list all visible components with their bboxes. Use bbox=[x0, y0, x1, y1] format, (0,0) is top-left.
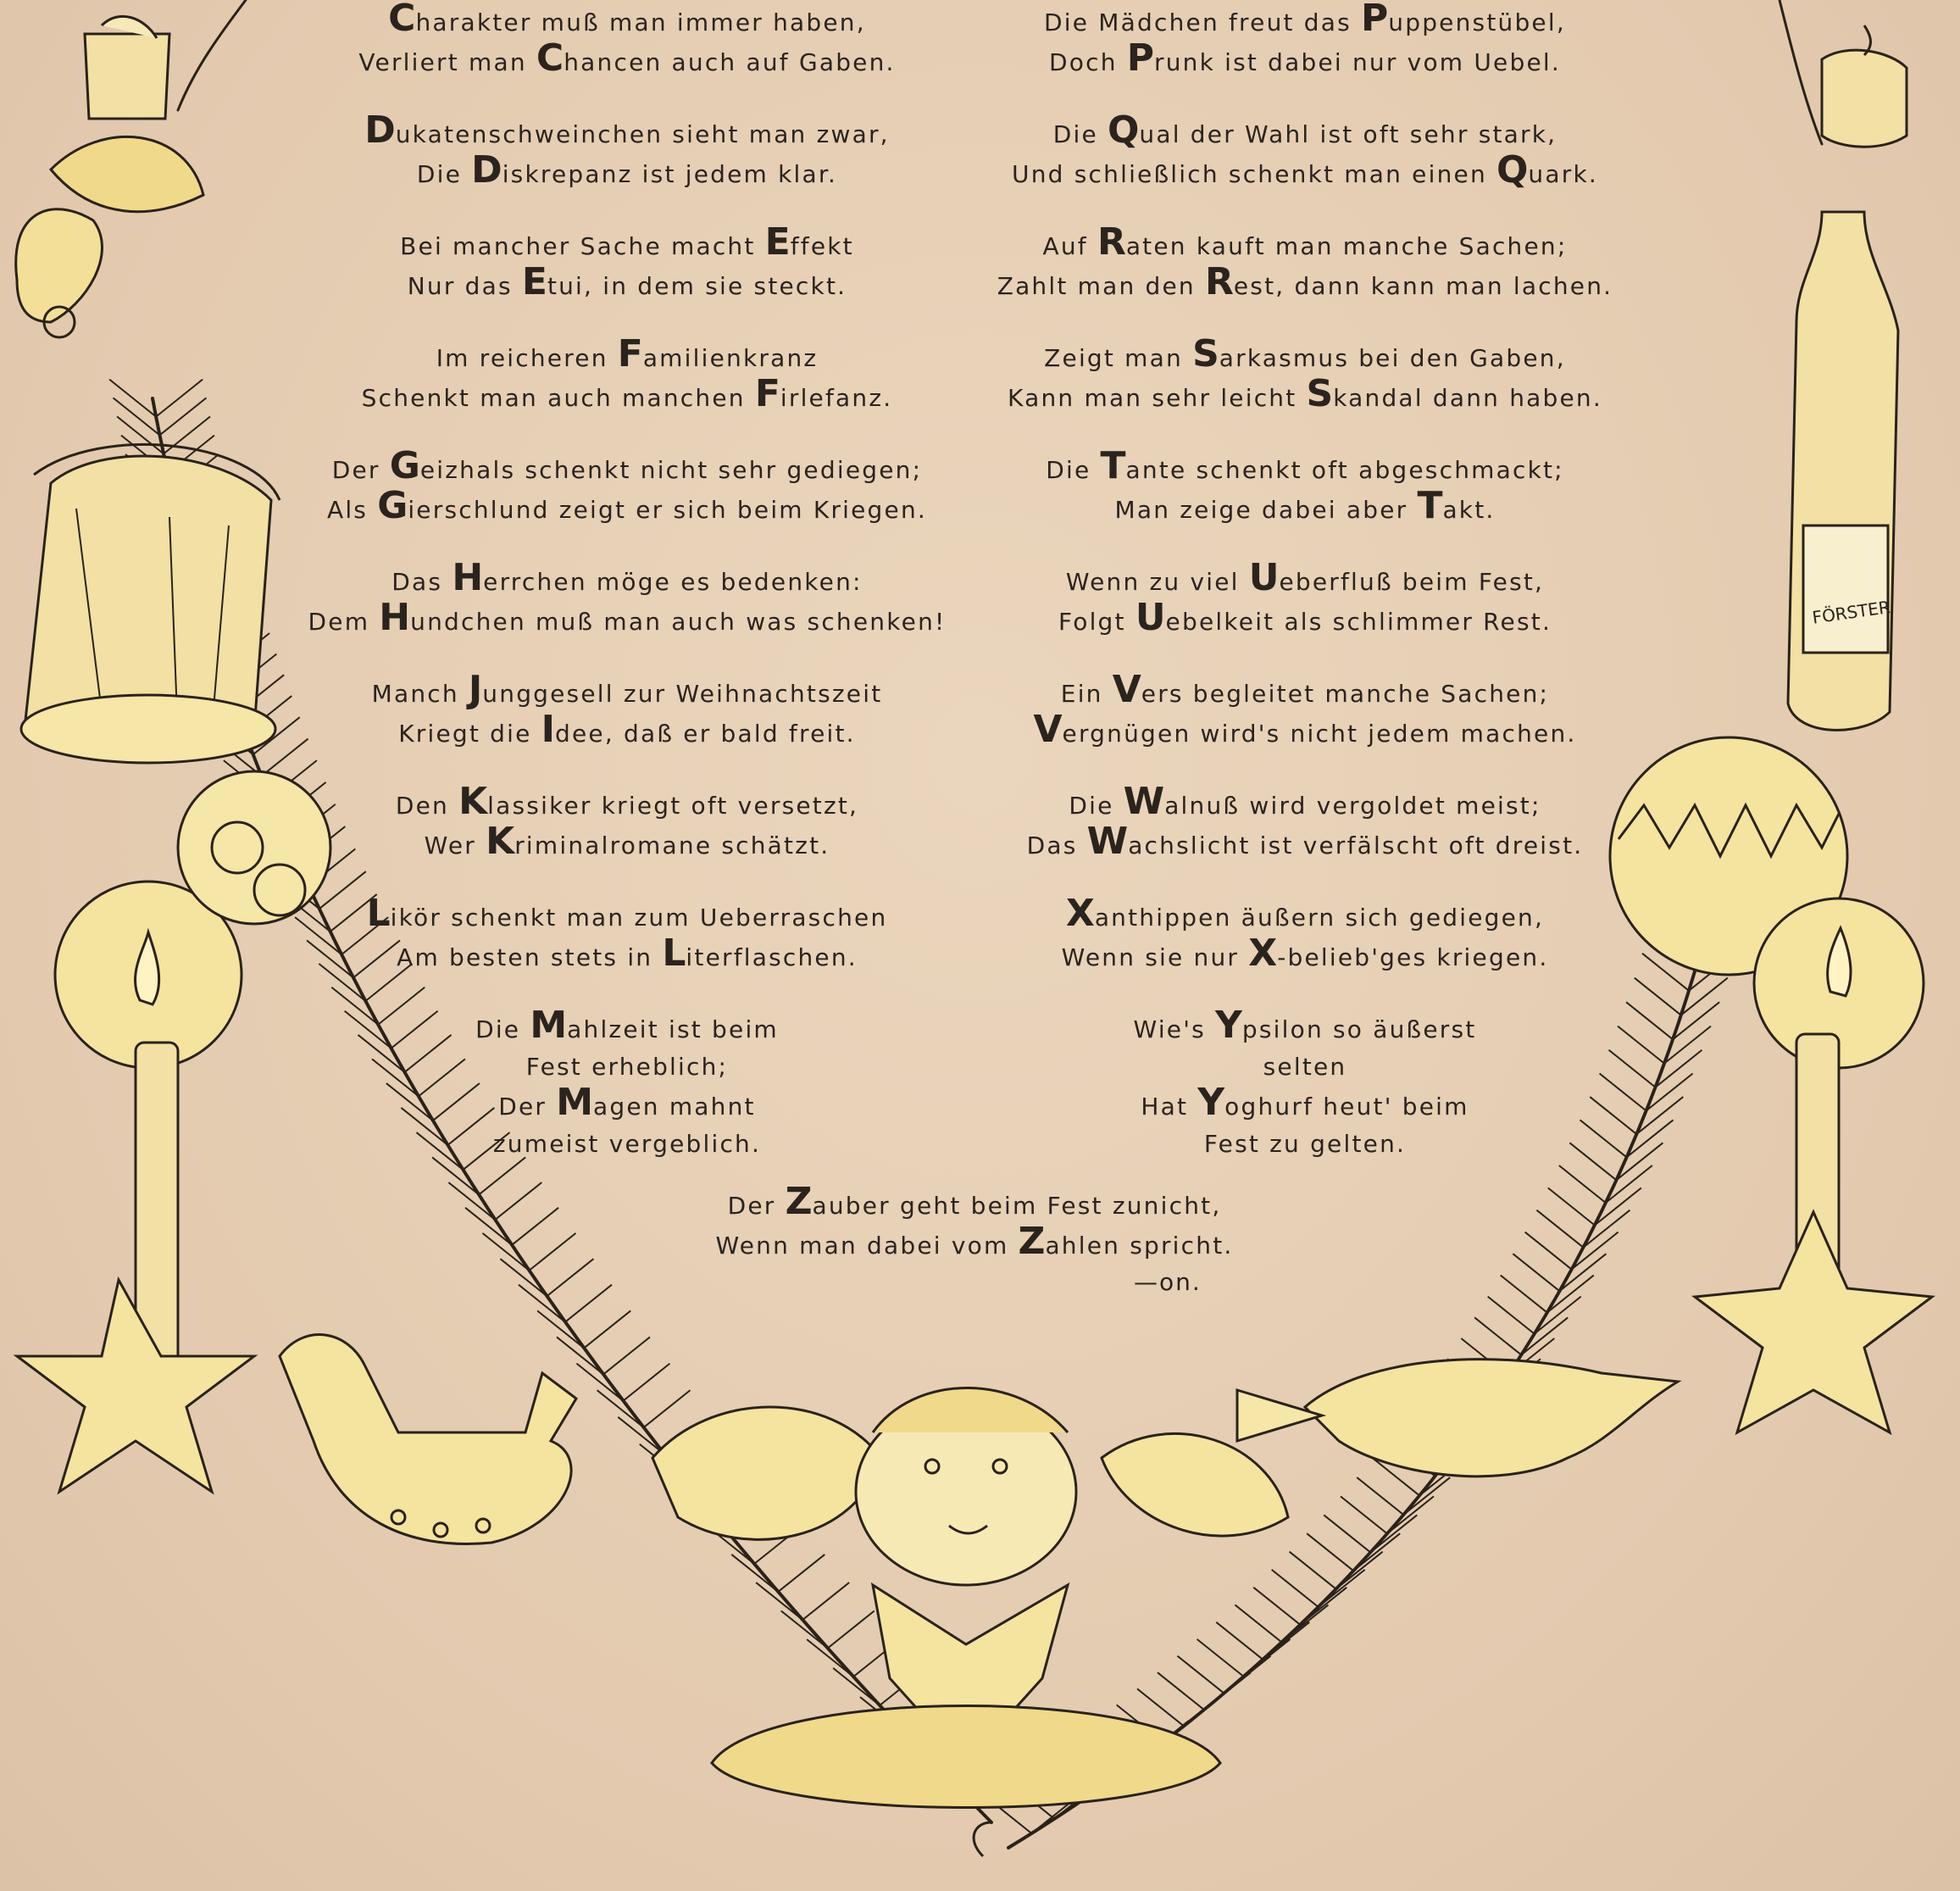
verse-line bbox=[983, 220, 1627, 265]
verse-text: Die Mädchen freut das bbox=[1044, 8, 1362, 36]
verse-line bbox=[305, 780, 949, 825]
verse-line bbox=[305, 372, 949, 417]
candle-holder-left bbox=[55, 882, 242, 1365]
fir-needle bbox=[465, 1208, 512, 1245]
verse-text: Kriegt die bbox=[398, 720, 541, 748]
fir-needle bbox=[1235, 1605, 1281, 1642]
verse-text: ikör schenkt man zum Ueberraschen bbox=[390, 904, 888, 932]
verse-text: iskrepanz ist jedem klar. bbox=[502, 160, 838, 188]
initial-letter: M bbox=[556, 1081, 594, 1124]
verse-line bbox=[983, 596, 1627, 641]
fir-needle bbox=[1253, 1588, 1300, 1625]
initial-letter: P bbox=[1126, 36, 1154, 80]
fir-needle bbox=[1513, 1254, 1559, 1291]
verse bbox=[983, 780, 1627, 865]
verse bbox=[983, 892, 1627, 976]
initial-letter: C bbox=[388, 0, 416, 40]
verse-text: unggesell zur Weihnachtszeit bbox=[482, 680, 883, 708]
initial-letter: X bbox=[1065, 892, 1095, 935]
initial-letter: J bbox=[468, 668, 483, 711]
initial-letter: T bbox=[1100, 444, 1126, 487]
verse-line bbox=[1123, 1081, 1487, 1163]
verse bbox=[983, 2, 1627, 81]
verse-text: Die bbox=[1052, 120, 1108, 148]
initial-letter: D bbox=[471, 148, 502, 192]
initial-letter: E bbox=[521, 260, 547, 303]
verse-line bbox=[305, 260, 949, 305]
initial-letter: W bbox=[1123, 780, 1165, 823]
fir-needle bbox=[262, 739, 308, 776]
initial-letter: S bbox=[1306, 372, 1334, 415]
verse-text: achslicht ist verfälscht oft dreist. bbox=[1128, 831, 1584, 859]
verse bbox=[305, 108, 949, 193]
verse-line bbox=[983, 260, 1627, 305]
verse bbox=[983, 668, 1627, 753]
verse-text: hancen auch auf Gaben. bbox=[564, 48, 896, 76]
initial-letter: C bbox=[536, 36, 564, 80]
fir-needle bbox=[1158, 1672, 1204, 1710]
verse-text: agen mahnt zumeist vergeblich. bbox=[492, 1093, 762, 1158]
fir-needle bbox=[1501, 1276, 1547, 1313]
verse bbox=[305, 892, 949, 976]
verse-line bbox=[305, 668, 949, 713]
verse-line bbox=[305, 108, 949, 153]
verse-text: Der bbox=[498, 1093, 557, 1121]
finale-text: Wenn man dabei vom bbox=[715, 1232, 1019, 1260]
angel-icon bbox=[652, 1388, 1288, 1857]
verse-line bbox=[983, 484, 1627, 529]
fir-needle bbox=[778, 1555, 825, 1592]
verse-line bbox=[305, 36, 949, 81]
verse-line bbox=[983, 780, 1627, 825]
bottle-label: FÖRSTER bbox=[1811, 597, 1892, 628]
fir-needle bbox=[1403, 1477, 1450, 1515]
verse-line bbox=[983, 148, 1627, 193]
fir-needle bbox=[802, 1582, 849, 1620]
verse-text: Dem bbox=[308, 608, 380, 636]
initial-letter: Z bbox=[785, 1180, 813, 1223]
verse-line bbox=[983, 668, 1627, 713]
fir-needle bbox=[1300, 1588, 1346, 1625]
fir-needle bbox=[1216, 1622, 1263, 1660]
fir-needle bbox=[1353, 1533, 1400, 1571]
initial-letter: L bbox=[366, 892, 391, 935]
verse-text: ierschlund zeigt er sich beim Kriegen. bbox=[408, 496, 928, 524]
verse-line bbox=[305, 932, 949, 976]
fir-needle bbox=[479, 1157, 525, 1194]
verse-text: alnuß wird vergoldet meist; bbox=[1164, 792, 1541, 820]
initial-letter: X bbox=[1248, 932, 1278, 975]
initial-letter: R bbox=[1204, 260, 1234, 303]
verse-text: psilon so äußerst selten bbox=[1241, 1015, 1477, 1081]
verse-text: Man zeige dabei aber bbox=[1114, 496, 1418, 524]
fir-needle bbox=[1307, 1533, 1353, 1571]
initial-letter: P bbox=[1361, 0, 1389, 40]
verse bbox=[983, 556, 1627, 641]
finale-line-1 bbox=[727, 1180, 1222, 1223]
verse-text: uark. bbox=[1528, 160, 1598, 188]
shell-ornament-icon bbox=[16, 136, 203, 337]
verse-line bbox=[305, 596, 949, 641]
verse-text: Wie's bbox=[1133, 1015, 1216, 1043]
verse-text: oghurf heut' beim Fest zu gelten. bbox=[1203, 1093, 1469, 1158]
verse-text: kandal dann haben. bbox=[1333, 384, 1602, 412]
verse bbox=[983, 1004, 1627, 1163]
verse-text: -belieb'ges kriegen. bbox=[1277, 943, 1549, 971]
verse-text: est, dann kann man lachen. bbox=[1233, 272, 1613, 300]
fir-needle bbox=[584, 1310, 630, 1348]
verse-text: ffekt bbox=[790, 232, 854, 260]
initial-letter: H bbox=[379, 596, 411, 639]
verse-text: Und schließlich schenkt man einen bbox=[1012, 160, 1497, 188]
verse-text: Den bbox=[395, 792, 459, 820]
initial-letter: G bbox=[389, 444, 420, 487]
verse-text: Bei mancher Sache macht bbox=[400, 232, 765, 260]
verse-text: undchen muß man auch was schenken! bbox=[410, 608, 947, 636]
fir-needle bbox=[1488, 1297, 1535, 1334]
string-right bbox=[1780, 0, 1822, 144]
fir-needle bbox=[781, 1610, 828, 1648]
initial-letter: Y bbox=[1197, 1081, 1225, 1124]
initial-letter: T bbox=[1417, 484, 1443, 527]
verse-line bbox=[305, 892, 949, 937]
verse-line bbox=[305, 332, 949, 377]
verse bbox=[305, 444, 949, 529]
verse-text: amilienkranz bbox=[642, 344, 819, 372]
verse-text: aten kauft man manche Sachen; bbox=[1125, 232, 1568, 260]
verse bbox=[983, 444, 1627, 529]
verse-text: irlefanz. bbox=[780, 384, 893, 412]
fir-needle bbox=[1177, 1656, 1224, 1694]
verse-line bbox=[983, 332, 1627, 377]
fir-needle bbox=[495, 1182, 541, 1220]
initial-letter: V bbox=[1112, 668, 1141, 711]
initial-letter: Y bbox=[1215, 1004, 1242, 1047]
verse-text: Die bbox=[1046, 456, 1101, 484]
verse-line bbox=[983, 556, 1627, 601]
verse-text: Wenn zu viel bbox=[1065, 568, 1249, 596]
verse-text: Auf bbox=[1042, 232, 1097, 260]
verse-text: Zahlt man den bbox=[997, 272, 1205, 300]
verse-text: Zeigt man bbox=[1044, 344, 1193, 372]
fir-needle bbox=[1536, 1210, 1583, 1248]
verse-text: ers begleitet manche Sachen; bbox=[1141, 680, 1550, 708]
fir-needle bbox=[1635, 978, 1681, 1015]
star-right-icon bbox=[1695, 1212, 1932, 1432]
fir-needle bbox=[1387, 1496, 1434, 1533]
verse-text: Der bbox=[331, 456, 390, 484]
verse-text: Ein bbox=[1060, 680, 1113, 708]
verse-text: Nur das bbox=[407, 272, 522, 300]
fir-needle bbox=[109, 380, 156, 417]
verse-text: dee, daß er bald freit. bbox=[555, 720, 856, 748]
verse-line bbox=[983, 372, 1627, 417]
lantern-icon bbox=[21, 444, 280, 763]
initial-letter: H bbox=[452, 556, 484, 599]
initial-letter: S bbox=[1192, 332, 1219, 375]
bird-icon bbox=[1237, 1360, 1678, 1477]
fir-needle bbox=[623, 1364, 669, 1401]
initial-letter: D bbox=[364, 108, 396, 152]
fir-branch-right-stem bbox=[1008, 839, 1729, 1848]
fir-needle bbox=[1525, 1232, 1572, 1270]
initial-letter: I bbox=[541, 708, 556, 751]
verse bbox=[305, 332, 949, 417]
verse bbox=[983, 108, 1627, 193]
finale-text: auber geht beim Fest zunicht, bbox=[812, 1192, 1222, 1220]
fir-needle bbox=[644, 1390, 691, 1427]
fir-needle bbox=[1290, 1552, 1336, 1589]
fir-needle bbox=[828, 1610, 875, 1648]
verse bbox=[305, 1004, 949, 1163]
star-left-icon bbox=[17, 1280, 254, 1492]
fir-needle bbox=[1341, 1496, 1387, 1533]
initial-letter: U bbox=[1248, 556, 1280, 599]
verse-text: errchen möge es bedenken: bbox=[483, 568, 863, 596]
fir-needle bbox=[512, 1208, 558, 1245]
fir-needle bbox=[1324, 1515, 1370, 1552]
finale-line-2 bbox=[715, 1220, 1234, 1263]
fir-needle bbox=[547, 1259, 593, 1296]
champagne-bottle-icon bbox=[1788, 212, 1898, 730]
verse-line bbox=[983, 2, 1627, 42]
verse-text: Die bbox=[416, 160, 472, 188]
verse-line bbox=[983, 444, 1627, 489]
verse-line bbox=[445, 1081, 809, 1163]
verse-line bbox=[445, 1004, 809, 1086]
fir-needle bbox=[1357, 1477, 1403, 1515]
fir-needle bbox=[1626, 1002, 1673, 1039]
fir-needle bbox=[529, 1233, 575, 1271]
verse-line bbox=[983, 708, 1627, 753]
initial-letter: Z bbox=[1018, 1220, 1046, 1263]
fir-needle bbox=[1137, 1688, 1184, 1726]
fir-needle bbox=[1474, 1317, 1521, 1354]
verse-text: ebelkeit als schlimmer Rest. bbox=[1165, 608, 1552, 636]
verse-text: Schenkt man auch manchen bbox=[361, 384, 755, 412]
verse-text: Wer bbox=[424, 831, 486, 859]
initial-letter: Q bbox=[1496, 148, 1529, 192]
fir-needle bbox=[1370, 1515, 1417, 1552]
initial-letter: U bbox=[1135, 596, 1166, 639]
verse-text: Doch bbox=[1049, 48, 1127, 76]
verse-line bbox=[305, 708, 949, 753]
verse-line bbox=[983, 36, 1627, 81]
verse-text: Die bbox=[475, 1015, 530, 1043]
fir-needle bbox=[1521, 1317, 1568, 1354]
verse-text: arkasmus bei den Gaben, bbox=[1219, 344, 1566, 372]
fir-needle bbox=[1263, 1622, 1309, 1660]
verse-line bbox=[983, 820, 1627, 865]
verse-line bbox=[1123, 1004, 1487, 1086]
verse-text: uppenstübel, bbox=[1388, 8, 1566, 36]
verse-text: ukatenschweinchen sieht man zwar, bbox=[395, 120, 890, 148]
verse-text: lassiker kriegt oft versetzt, bbox=[487, 792, 859, 820]
fir-needle bbox=[807, 1639, 853, 1677]
verse-line bbox=[305, 444, 949, 489]
verse-text: Die bbox=[1069, 792, 1124, 820]
verse-text: Kann man sehr leicht bbox=[1008, 384, 1307, 412]
initial-letter: L bbox=[662, 932, 686, 975]
initial-letter: K bbox=[486, 820, 515, 863]
verse-text: Verliert man bbox=[358, 48, 536, 76]
verse-text: ual der Wahl ist oft sehr stark, bbox=[1139, 120, 1557, 148]
candle-top-left bbox=[85, 16, 169, 119]
fir-needle bbox=[1535, 1297, 1581, 1334]
verse bbox=[305, 780, 949, 865]
verse-text: eberfluß beim Fest, bbox=[1279, 568, 1545, 596]
verse-line bbox=[305, 148, 949, 193]
fir-needle bbox=[1547, 1276, 1594, 1313]
fir-needle bbox=[1319, 1570, 1365, 1607]
fir-needle bbox=[156, 380, 203, 417]
verse bbox=[305, 556, 949, 641]
verse-text: Als bbox=[326, 496, 378, 524]
finale-text: Der bbox=[727, 1192, 786, 1220]
initial-letter: G bbox=[377, 484, 408, 527]
fir-needle bbox=[1281, 1605, 1328, 1642]
fir-needle bbox=[1336, 1552, 1383, 1589]
verse-text: Folgt bbox=[1058, 608, 1135, 636]
fir-needle bbox=[1272, 1570, 1319, 1607]
verse-text: runk ist dabei nur vom Uebel. bbox=[1154, 48, 1561, 76]
fir-needle bbox=[159, 398, 206, 435]
initial-letter: W bbox=[1086, 820, 1129, 863]
verse-line bbox=[983, 932, 1627, 976]
finale-text: ahlen spricht. bbox=[1045, 1232, 1234, 1260]
verse-text: Am besten stets in bbox=[397, 943, 663, 971]
verse-text: ahlzeit ist beim Fest erheblich; bbox=[525, 1015, 779, 1081]
verse-line bbox=[983, 108, 1627, 153]
initial-letter: K bbox=[458, 780, 488, 823]
poem-finale bbox=[644, 1180, 1305, 1265]
fir-needle bbox=[565, 1285, 612, 1322]
initial-letter: F bbox=[617, 332, 643, 375]
fir-needle bbox=[731, 1555, 778, 1592]
verse-text: Das bbox=[1026, 831, 1087, 859]
fir-needle bbox=[603, 1337, 650, 1374]
verse bbox=[983, 332, 1627, 417]
string-left bbox=[178, 0, 246, 110]
candle-top-right bbox=[1822, 25, 1907, 147]
verse-text: anthippen äußern sich gediegen, bbox=[1094, 904, 1545, 932]
initial-letter: M bbox=[530, 1004, 568, 1047]
initial-letter: E bbox=[764, 220, 791, 264]
verse-text: Manch bbox=[371, 680, 469, 708]
verse-text: ante schenkt oft abgeschmackt; bbox=[1125, 456, 1564, 484]
verse bbox=[305, 2, 949, 81]
fir-needle bbox=[1197, 1639, 1244, 1677]
fir-needle bbox=[756, 1582, 802, 1620]
verse-text: eizhals schenkt nicht sehr gediegen; bbox=[419, 456, 923, 484]
initial-letter: F bbox=[754, 372, 780, 415]
author-signature: —on. bbox=[1134, 1268, 1202, 1296]
verse-line bbox=[305, 2, 949, 42]
fir-needle bbox=[1559, 1165, 1606, 1203]
verse bbox=[305, 668, 949, 753]
verse-text: Das bbox=[391, 568, 453, 596]
verse-text: iterflaschen. bbox=[686, 943, 858, 971]
rocking-horse-icon bbox=[280, 1335, 576, 1544]
verse bbox=[983, 220, 1627, 305]
fir-needle bbox=[1244, 1639, 1291, 1677]
verse bbox=[305, 220, 949, 305]
verse-text: akt. bbox=[1442, 496, 1496, 524]
verse-text: ergnügen wird's nicht jedem machen. bbox=[1062, 720, 1577, 748]
fir-needle bbox=[1548, 1187, 1595, 1225]
verse-text: riminalromane schätzt. bbox=[514, 831, 830, 859]
verse-text: tui, in dem sie steckt. bbox=[547, 272, 847, 300]
verse-line bbox=[305, 220, 949, 265]
verse-line bbox=[305, 820, 949, 865]
verse-line bbox=[983, 892, 1627, 937]
initial-letter: R bbox=[1097, 220, 1126, 264]
verse-text: Hat bbox=[1141, 1093, 1198, 1121]
verse-line bbox=[305, 556, 949, 601]
verse-text: harakter muß man immer haben, bbox=[415, 8, 866, 36]
initial-letter: V bbox=[1033, 708, 1063, 751]
verse-text: Wenn sie nur bbox=[1061, 943, 1249, 971]
initial-letter: Q bbox=[1108, 108, 1140, 152]
verse-line bbox=[305, 484, 949, 529]
verse-text: Im reicheren bbox=[436, 344, 618, 372]
